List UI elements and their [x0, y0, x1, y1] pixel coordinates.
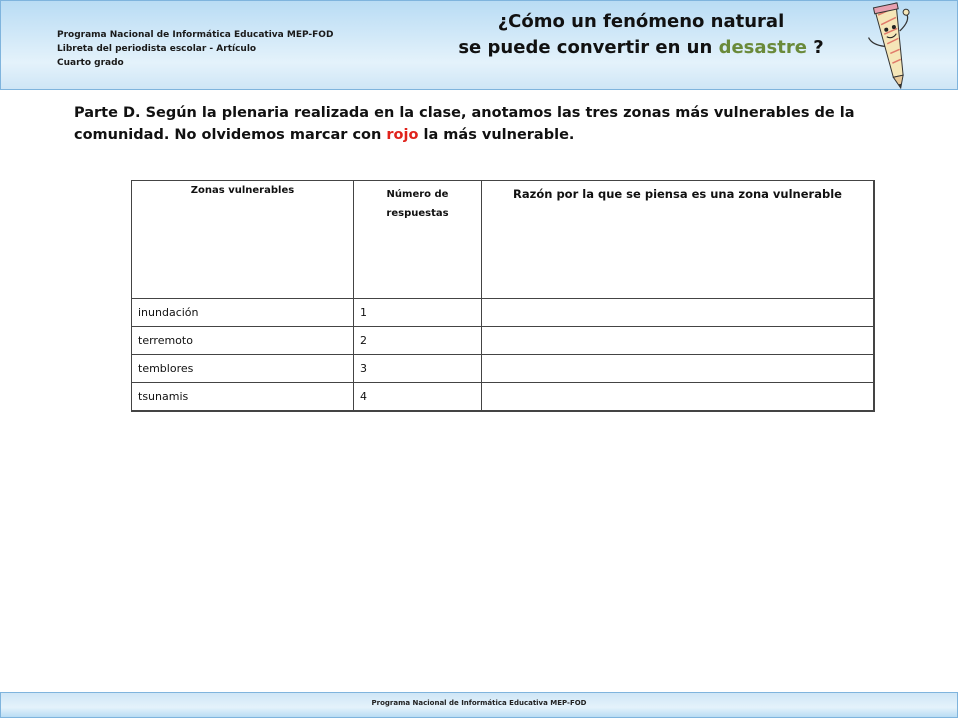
table-row: [132, 355, 875, 383]
reason-cell[interactable]: [482, 383, 875, 412]
reason-cell[interactable]: [482, 355, 875, 383]
header-reason: Razón por la que se piensa es una zona vulnerable: [482, 181, 875, 299]
table-row: [132, 299, 875, 327]
table-row: [132, 327, 875, 355]
instructions-start: Parte D. Según la plenaria realizada en la clase, anotamos las tres zonas más vulnerables de la comunidad. No olvidemos marcar con: [74, 105, 855, 143]
header-zones: Zonas vulnerables: [132, 181, 354, 299]
pencil-character-icon: [861, 1, 951, 91]
program-info: [57, 28, 333, 70]
reason-cell[interactable]: [482, 327, 875, 355]
title-line-1: ¿Cómo un fenómeno natural: [497, 11, 785, 32]
title-line-2: [431, 35, 851, 61]
title-line-2-end: ?: [806, 37, 824, 58]
reason-cell[interactable]: [482, 299, 875, 327]
header-responses: Número de respuestas: [354, 181, 482, 299]
grade-level: Cuarto grado: [57, 58, 124, 68]
zone-cell: temblores: [132, 355, 354, 383]
table-row: [132, 383, 875, 412]
title-line-2-start: se puede convertir en un: [458, 37, 719, 58]
page-title: [431, 9, 851, 61]
footer-text: Programa Nacional de Informática Educativa MEP-FOD: [371, 699, 587, 707]
notebook-name: Libreta del periodista escolar - Artículo: [57, 44, 257, 54]
instructions-end: la más vulnerable.: [418, 127, 575, 143]
zone-cell: terremoto: [132, 327, 354, 355]
title-accent-word: desastre: [718, 37, 807, 58]
vulnerable-zones-table: [131, 180, 875, 412]
instructions-red-word: rojo: [386, 127, 419, 143]
count-cell: 3: [354, 355, 482, 383]
count-cell: 4: [354, 383, 482, 412]
zone-cell: inundación: [132, 299, 354, 327]
count-cell: 1: [354, 299, 482, 327]
program-name: Programa Nacional de Informática Educativa MEP-FOD: [57, 30, 334, 40]
table-header-row: [132, 181, 875, 299]
instructions-text: [74, 102, 934, 146]
header-band: [0, 0, 958, 90]
count-cell: 2: [354, 327, 482, 355]
footer-band: [0, 692, 958, 718]
zone-cell: tsunamis: [132, 383, 354, 412]
